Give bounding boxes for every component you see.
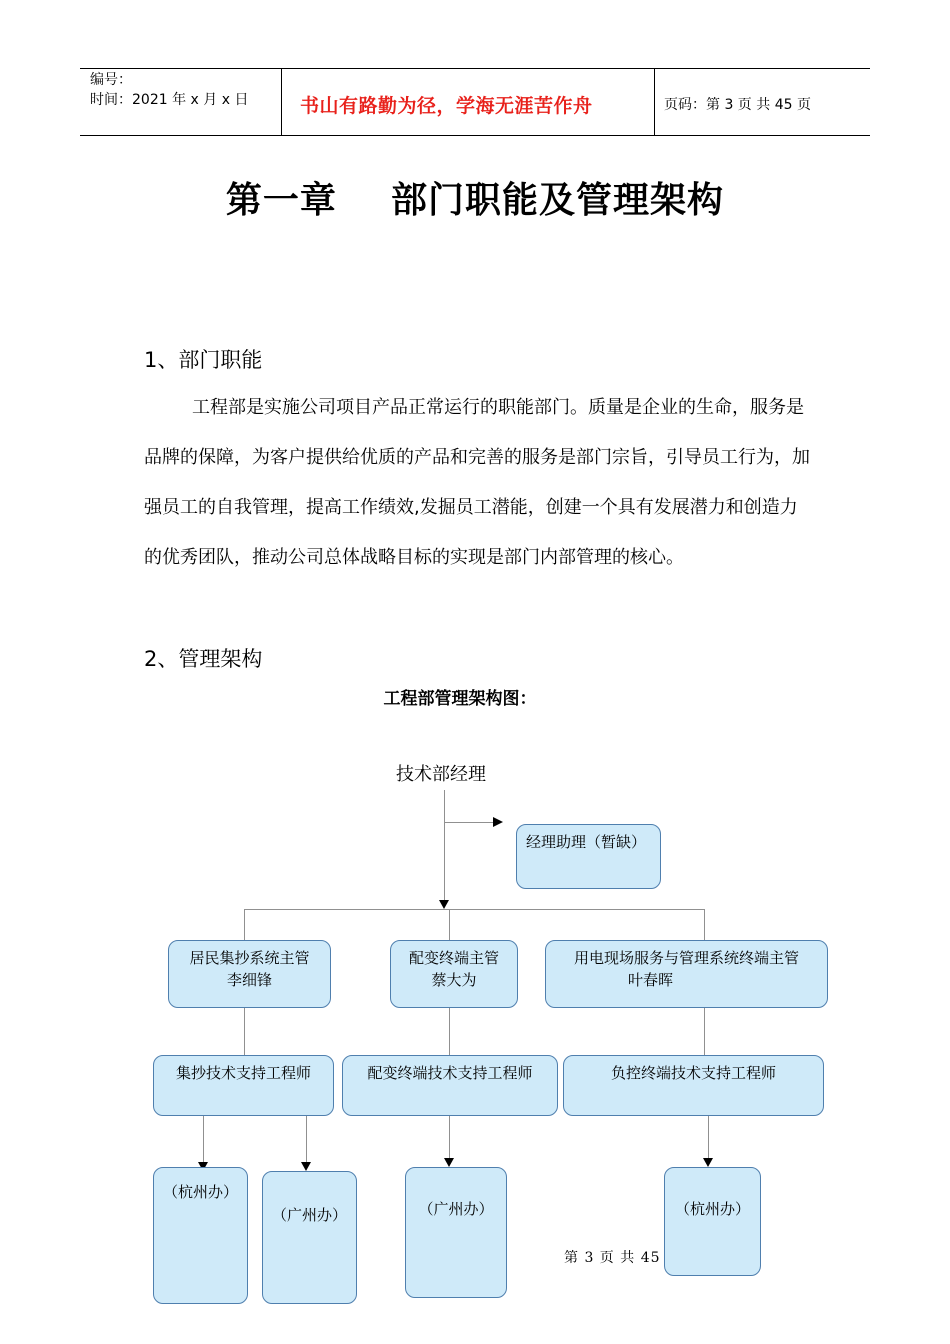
connector-office-4 xyxy=(708,1116,709,1158)
supervisor-2-title: 配变终端主管 xyxy=(408,949,499,967)
connector-supervisor-2 xyxy=(449,909,450,941)
connector-assistant xyxy=(444,822,494,823)
section-heading-structure: 2、管理架构 xyxy=(144,647,263,671)
connector-office-2 xyxy=(306,1116,307,1162)
header-page-label: 页码：第 3 页 共 45 页 xyxy=(664,97,811,113)
supervisor-1-name: 李细锋 xyxy=(226,971,272,989)
org-box-office-2 xyxy=(262,1171,357,1304)
office-1-label: （杭州办） xyxy=(162,1183,238,1201)
org-box-engineer-1 xyxy=(153,1055,334,1116)
org-box-engineer-2 xyxy=(342,1055,558,1116)
connector-root-trunk xyxy=(444,790,445,900)
connector-engineer-1 xyxy=(244,1008,245,1056)
org-box-office-1 xyxy=(153,1167,248,1304)
arrow-office-3 xyxy=(444,1158,454,1167)
org-box-supervisor-2 xyxy=(390,940,518,1008)
engineer-1-label: 集抄技术支持工程师 xyxy=(175,1064,311,1082)
doc-time-label: 时间：2021 年 x 月 x 日 xyxy=(90,92,249,108)
arrow-office-4 xyxy=(703,1158,713,1167)
org-box-office-4 xyxy=(664,1167,761,1276)
chapter-title: 第一章 部门职能及管理架构 xyxy=(225,180,725,221)
org-box-supervisor-1 xyxy=(168,940,331,1008)
org-box-engineer-3 xyxy=(563,1055,824,1116)
assistant-label: 经理助理（暂缺） xyxy=(526,833,647,851)
org-box-office-3 xyxy=(405,1167,507,1298)
org-box-supervisor-3 xyxy=(545,940,828,1008)
footer-page-number: 第 3 页 共 45 xyxy=(564,1250,661,1266)
section-body-functions xyxy=(144,383,814,583)
arrow-office-2 xyxy=(301,1162,311,1171)
connector-supervisor-bar xyxy=(244,909,705,910)
header-bottom-rule xyxy=(80,135,870,136)
arrow-assistant xyxy=(493,817,503,827)
doc-number-label: 编号： xyxy=(90,72,132,88)
org-box-assistant xyxy=(516,824,661,889)
header-top-rule xyxy=(80,68,870,69)
supervisor-3-name: 叶春晖 xyxy=(628,971,674,989)
office-3-label: （广州办） xyxy=(418,1200,494,1218)
connector-engineer-2 xyxy=(449,1008,450,1056)
office-4-label: （杭州办） xyxy=(674,1200,750,1218)
connector-office-3 xyxy=(449,1116,450,1158)
connector-engineer-3 xyxy=(704,1008,705,1056)
connector-supervisor-1 xyxy=(244,909,245,941)
header-motto: 书山有路勤为径，学海无涯苦作舟 xyxy=(300,95,593,117)
functions-paragraph: 工程部是实施公司项目产品正常运行的职能部门。质量是企业的生命，服务是品牌的保障，为客户提供给优质的产品和完善的服务是部门宗旨，引导员工行为，加强员工的自我管理，提高工作绩效,发掘员工潜能，创建一个具有发展潜力和创造力的优秀团队，推动公司总体战略目标的实现是部门内部管理的核心。 xyxy=(144,397,810,568)
connector-office-1 xyxy=(203,1116,204,1162)
engineer-2-label: 配变终端技术支持工程师 xyxy=(367,1064,533,1082)
header-divider-2 xyxy=(654,68,655,136)
connector-supervisor-3 xyxy=(704,909,705,941)
office-2-label: （广州办） xyxy=(271,1206,347,1224)
section-heading-functions: 1、部门职能 xyxy=(144,348,263,372)
engineer-3-label: 负控终端技术支持工程师 xyxy=(610,1064,776,1082)
supervisor-1-title: 居民集抄系统主管 xyxy=(189,949,310,967)
org-root-label: 技术部经理 xyxy=(396,764,486,785)
org-chart-title: 工程部管理架构图： xyxy=(383,689,537,709)
arrow-root-down xyxy=(439,900,449,909)
supervisor-2-name: 蔡大为 xyxy=(431,971,477,989)
header-divider-1 xyxy=(281,68,282,136)
supervisor-3-title: 用电现场服务与管理系统终端主管 xyxy=(573,949,799,967)
